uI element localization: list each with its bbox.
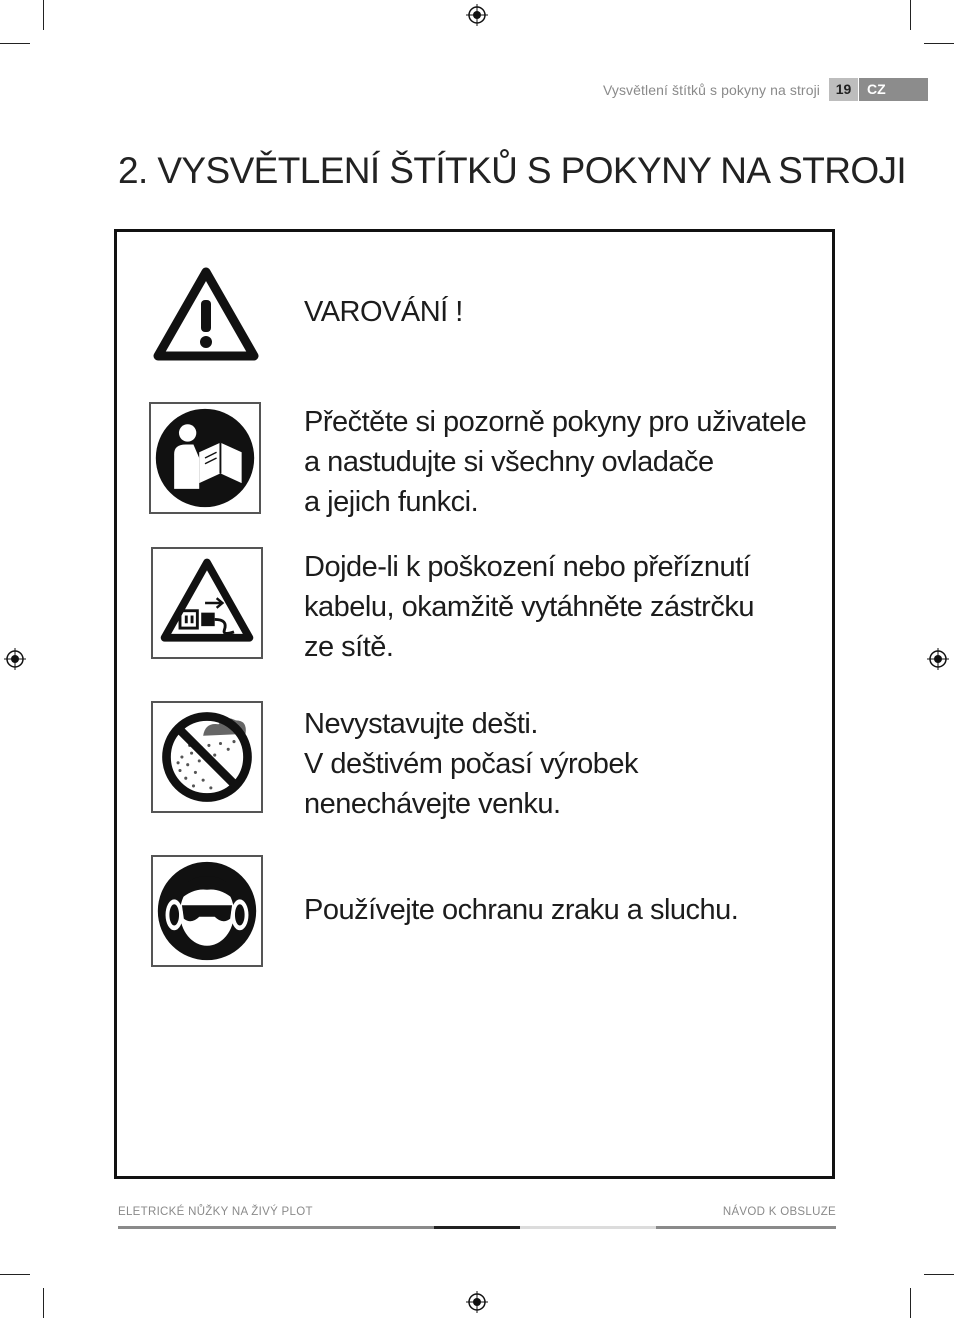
symbol-label-manual bbox=[304, 402, 806, 522]
symbol-label-protection bbox=[304, 890, 738, 930]
footer-rule bbox=[656, 1226, 836, 1229]
symbol-line: V deštivém počasí výrobek bbox=[304, 748, 639, 780]
crop-mark bbox=[0, 1274, 30, 1275]
symbol-line: kabelu, okamžitě vytáhněte zástrčku bbox=[304, 591, 754, 623]
page-title: 2. VYSVĚTLENÍ ŠTÍTKŮ S POKYNY NA STROJI bbox=[118, 150, 907, 191]
footer-rule bbox=[434, 1226, 520, 1229]
crop-mark bbox=[43, 1288, 44, 1318]
footer-product-name: ELETRICKÉ NŮŽKY NA ŽIVÝ PLOT bbox=[118, 1206, 313, 1218]
page-number: 19 bbox=[829, 78, 858, 101]
registration-mark-icon bbox=[466, 4, 488, 26]
crop-mark bbox=[43, 0, 44, 30]
crop-mark bbox=[924, 43, 954, 44]
registration-mark-icon bbox=[4, 648, 26, 670]
symbol-line: VAROVÁNÍ ! bbox=[304, 296, 463, 328]
eye-ear-protection-icon bbox=[151, 855, 263, 967]
read-manual-icon bbox=[149, 402, 261, 514]
symbol-line: a nastudujte si všechny ovladače bbox=[304, 446, 714, 478]
symbol-label-rain bbox=[304, 704, 638, 824]
symbol-line: Nevystavujte dešti. bbox=[304, 708, 538, 740]
footer-rule bbox=[520, 1226, 656, 1229]
crop-mark bbox=[924, 1274, 954, 1275]
symbol-line: Přečtěte si pozorně pokyny pro uživatele bbox=[304, 406, 807, 438]
unplug-cable-warning-icon bbox=[151, 547, 263, 659]
no-rain-icon bbox=[151, 701, 263, 813]
symbol-line: a jejich funkci. bbox=[304, 486, 479, 518]
symbol-label-warning bbox=[304, 292, 463, 332]
symbol-line: ze sítě. bbox=[304, 631, 394, 663]
registration-mark-icon bbox=[466, 1291, 488, 1313]
footer-rule bbox=[118, 1226, 434, 1229]
footer-doc-type: NÁVOD K OBSLUZE bbox=[722, 1206, 836, 1218]
symbol-line: Používejte ochranu zraku a sluchu. bbox=[304, 894, 739, 926]
symbol-line: Dojde-li k poškození nebo přeříznutí bbox=[304, 551, 751, 583]
registration-mark-icon bbox=[927, 648, 949, 670]
crop-mark bbox=[0, 43, 30, 44]
symbol-line: nenechávejte venku. bbox=[304, 788, 561, 820]
symbol-label-unplug bbox=[304, 547, 754, 667]
crop-mark bbox=[910, 1288, 911, 1318]
crop-mark bbox=[910, 0, 911, 30]
language-badge: CZ bbox=[859, 78, 928, 101]
warning-triangle-icon bbox=[150, 262, 262, 374]
running-header-title: Vysvětlení štítků s pokyny na stroji bbox=[602, 82, 820, 98]
